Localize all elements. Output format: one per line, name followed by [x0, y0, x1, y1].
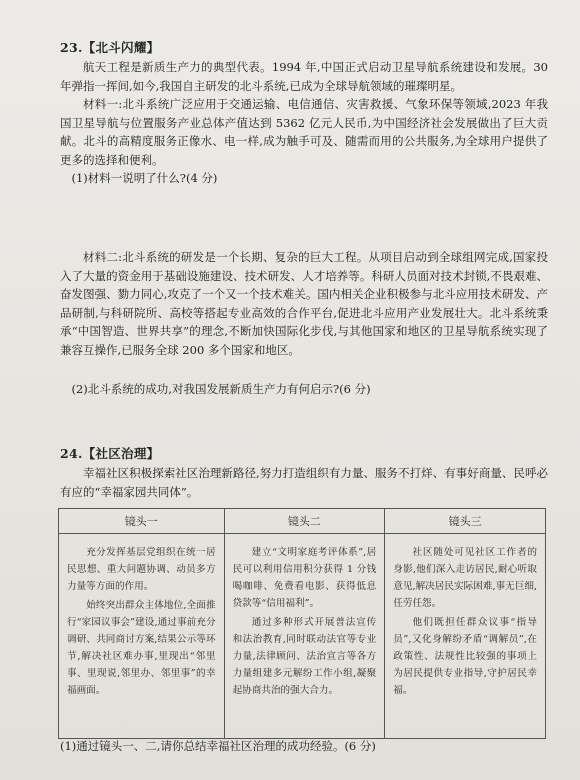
- lens-table-row: [59, 534, 546, 739]
- question-23-sub-2-block: [60, 380, 548, 399]
- question-24-sub-1: (1)通过镜头一、二,请你总结幸福社区治理的成功经验。(6 分): [60, 739, 376, 753]
- question-23-intro: 航天工程是新质生产力的典型代表。1994 年,中国正式启动卫星导航系统建设和发展。30 年弹指一挥间,如今,我国自主研发的北斗系统,已成为全球导航领域的璀璨明星。: [60, 60, 548, 93]
- question-24: [60, 444, 548, 501]
- lens-1-cell: [59, 534, 225, 739]
- material-2: 材料二:北斗系统的研发是一个长期、复杂的巨大工程。从项目启动到全球组网完成,国家投入了大量的资金用于基础设施建设、技术研发、人才培养等。科研人员面对技术封锁,不畏艰难、奋发图强、勠力同心,攻克了一个又一个技术难关。国内相关企业积极参与北斗应用技术研发、产品研制,与科研院所、高校等搭起专业高效的合作平台,促进北斗应用产业发展壮大。北斗系统秉承“中国智造、世界共享”的理念,不断加快国际化步伐,与其他国家和地区的卫星导航系统实现了兼容互操作,已服务全球 200 多个国家和地区。: [60, 250, 548, 357]
- lens-table: [58, 508, 546, 739]
- question-24-intro: 幸福社区积极探索社区治理新路径,努力打造组织有力量、服务不打烊、有事好商量、民呼必有应的“幸福家园共同体”。: [60, 466, 548, 499]
- question-23: [60, 38, 548, 188]
- question-23-header: 23.【北斗闪耀】: [60, 40, 160, 55]
- lens-2-header: 镜头二: [224, 509, 385, 534]
- lens-3-header: 镜头三: [385, 509, 546, 534]
- lens-1-paragraph: 始终突出群众主体地位,全面推行“家园议事会”建设,通过事前充分调研、共同商讨方案,结果公示等环节,解决社区难办事,里现出“邻里事、里现说,邻里办、邻里事”的幸福画面。: [67, 600, 216, 696]
- lens-3-paragraph: 社区随处可见社区工作者的身影,他们深入走访居民,耐心听取意见,解决居民实际困难,事无巨细,任劳任怨。: [393, 547, 537, 609]
- material-1: 材料一:北斗系统广泛应用于交通运输、电信通信、灾害救援、气象环保等领域,2023 年我国卫星导航与位置服务产业总体产值达到 5362 亿元人民币,为中国经济社会发展做出了巨大贡献。北斗的高精度服务正像水、电一样,成为触手可及、随需而用的公共服务,为全球用户提供了更多的选择和便利。: [60, 97, 548, 167]
- question-24-header: 24.【社区治理】: [60, 446, 160, 461]
- lens-1-paragraph: 充分发挥基层党组织在统一居民思想、重大问题协调、动员多方力量等方面的作用。: [67, 547, 216, 592]
- lens-1-header: 镜头一: [59, 509, 225, 534]
- lens-3-paragraph: 他们既担任群众议事“指导员”,又化身解纷矛盾“调解员”,在政策性、法规性比较强的事项上为居民提供专业指导,守护居民幸福。: [393, 617, 537, 696]
- lens-table-header-row: [59, 509, 546, 534]
- lens-2-paragraph: 通过多种形式开展普法宣传和法治教育,同时联动法官等专业力量,法律顾问、法治宣言等各方力量组建多元解纷工作小组,凝聚起协商共治的强大合力。: [232, 617, 377, 696]
- lens-3-cell: [385, 534, 546, 739]
- lens-2-cell: [224, 534, 385, 739]
- question-23-sub-1: (1)材料一说明了什么?(4 分): [71, 171, 218, 185]
- question-23-material-2-block: [60, 248, 548, 359]
- lens-2-paragraph: 建立“文明家庭考评体系”,居民可以利用信用积分获得 1 分钱喝咖啡、免费看电影、获得低息贷款等“信用福利”。: [232, 547, 377, 609]
- question-23-sub-2: (2)北斗系统的成功,对我国发展新质生产力有何启示?(6 分): [71, 382, 371, 396]
